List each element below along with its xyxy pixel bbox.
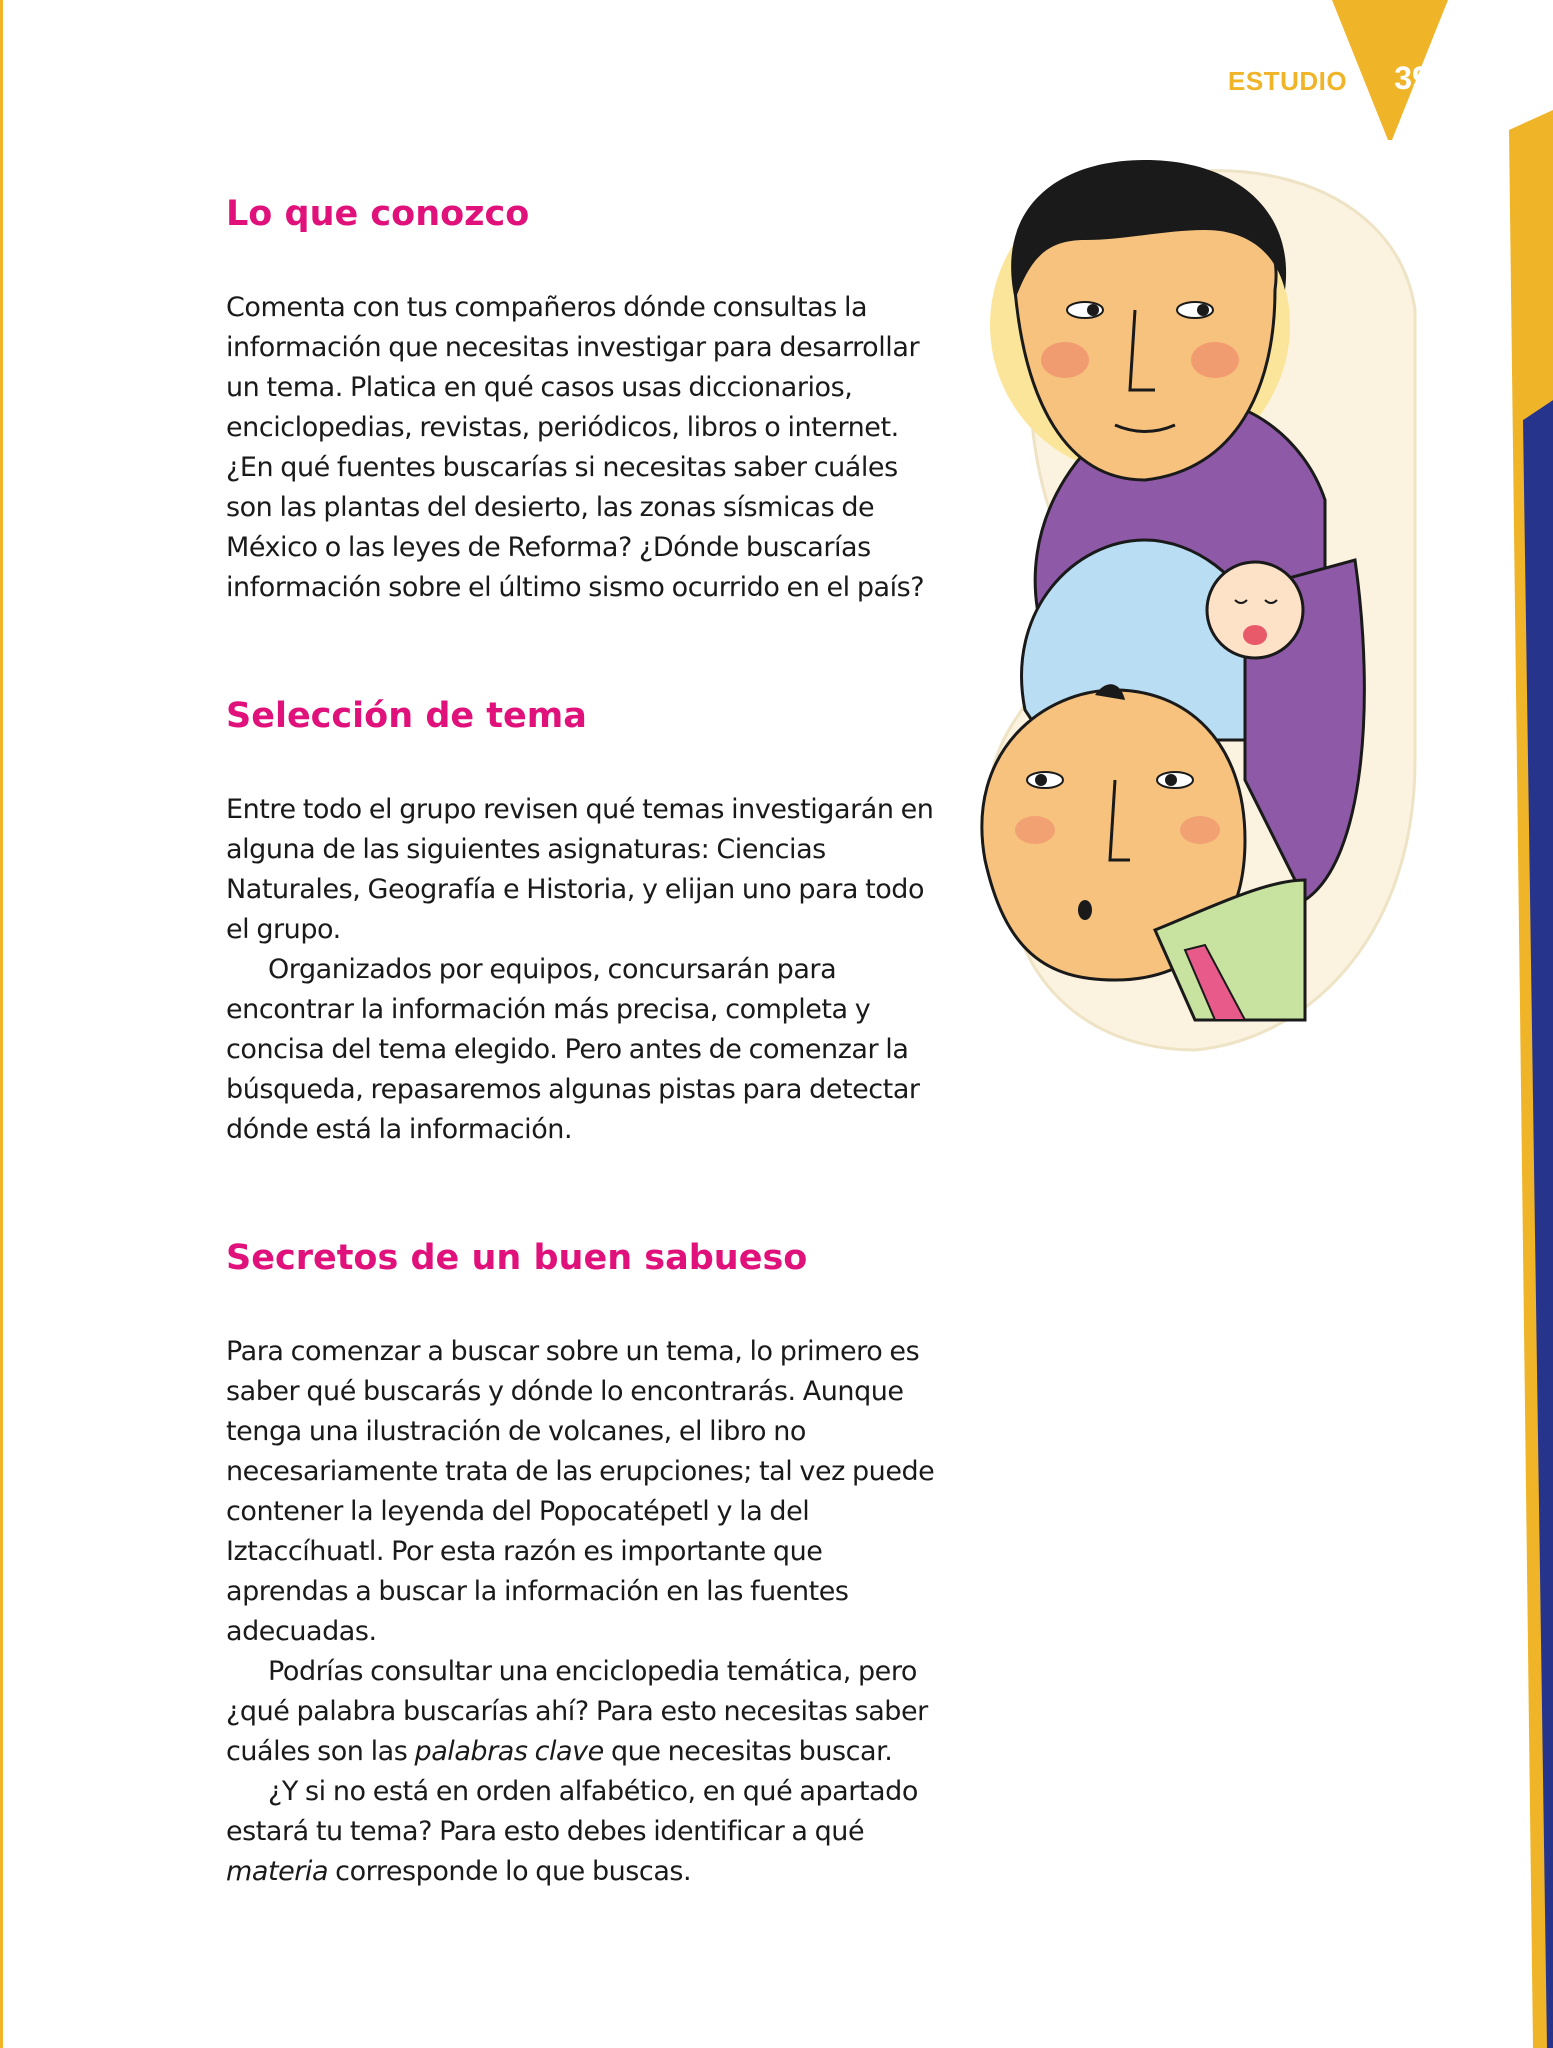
- paragraph-text: que necesitas buscar.: [603, 1736, 893, 1767]
- paragraph: [226, 950, 946, 1150]
- page-number: 39: [1394, 60, 1430, 96]
- paragraph: [226, 1652, 946, 1772]
- section-seleccion-de-tema: [226, 690, 946, 1150]
- paragraph: [226, 790, 946, 950]
- paragraph-text: Podrías consultar una enciclopedia temática, pero ¿qué palabra buscarías ahí? Para esto necesitas saber cuáles son las: [226, 1656, 928, 1767]
- section-heading: Selección de tema: [226, 696, 587, 736]
- paragraph-text: Organizados por equipos, concursarán para encontrar la información más precisa, completa y concisa del tema elegido. Pero antes de comenzar la búsqueda, repasaremos algunas pistas para detectar dónde está la información.: [226, 954, 920, 1145]
- section-heading: Secretos de un buen sabueso: [226, 1238, 808, 1278]
- family-illustration: [945, 140, 1505, 1115]
- italic-term: materia: [226, 1856, 329, 1887]
- section-heading: Lo que conozco: [226, 194, 530, 234]
- paragraph: [226, 1332, 946, 1652]
- paragraph: [226, 1772, 946, 1892]
- paragraph-text: Entre todo el grupo revisen qué temas investigarán en alguna de las siguientes asignaturas: Ciencias Naturales, Geografía e Historia, y elijan uno para todo el grupo.: [226, 794, 934, 945]
- paragraph-text: Para comenzar a buscar sobre un tema, lo primero es saber qué buscarás y dónde lo encontrarás. Aunque tenga una ilustración de volcanes, el libro no necesariamente trata de las erupciones; tal vez puede contener la leyenda del Popocatépetl y la del Iztaccíhuatl. Por esta razón es importante que aprendas a buscar la información en las fuentes adecuadas.: [226, 1336, 935, 1647]
- section-label: ESTUDIO: [1228, 66, 1348, 96]
- italic-term: palabras clave: [414, 1736, 604, 1767]
- section-secretos-de-un-buen-sabueso: [226, 1232, 946, 1892]
- main-content: [226, 188, 946, 1892]
- paragraph-text: corresponde lo que buscas.: [328, 1856, 692, 1887]
- paragraph-text: Comenta con tus compañeros dónde consultas la información que necesitas investigar para desarrollar un tema. Platica en qué casos usas diccionarios, enciclopedias, revistas, periódicos, libros o internet. ¿En qué fuentes buscarías si necesitas saber cuáles son las plantas del desierto, las zonas sísmicas de México o las leyes de Reforma? ¿Dónde buscarías información sobre el último sismo ocurrido en el país?: [226, 292, 925, 603]
- section-lo-que-conozco: [226, 188, 946, 608]
- page-border: [0, 0, 3, 2048]
- paragraph: [226, 288, 946, 608]
- paragraph-text: ¿Y si no está en orden alfabético, en qué apartado estará tu tema? Para esto debes identificar a qué: [226, 1776, 918, 1847]
